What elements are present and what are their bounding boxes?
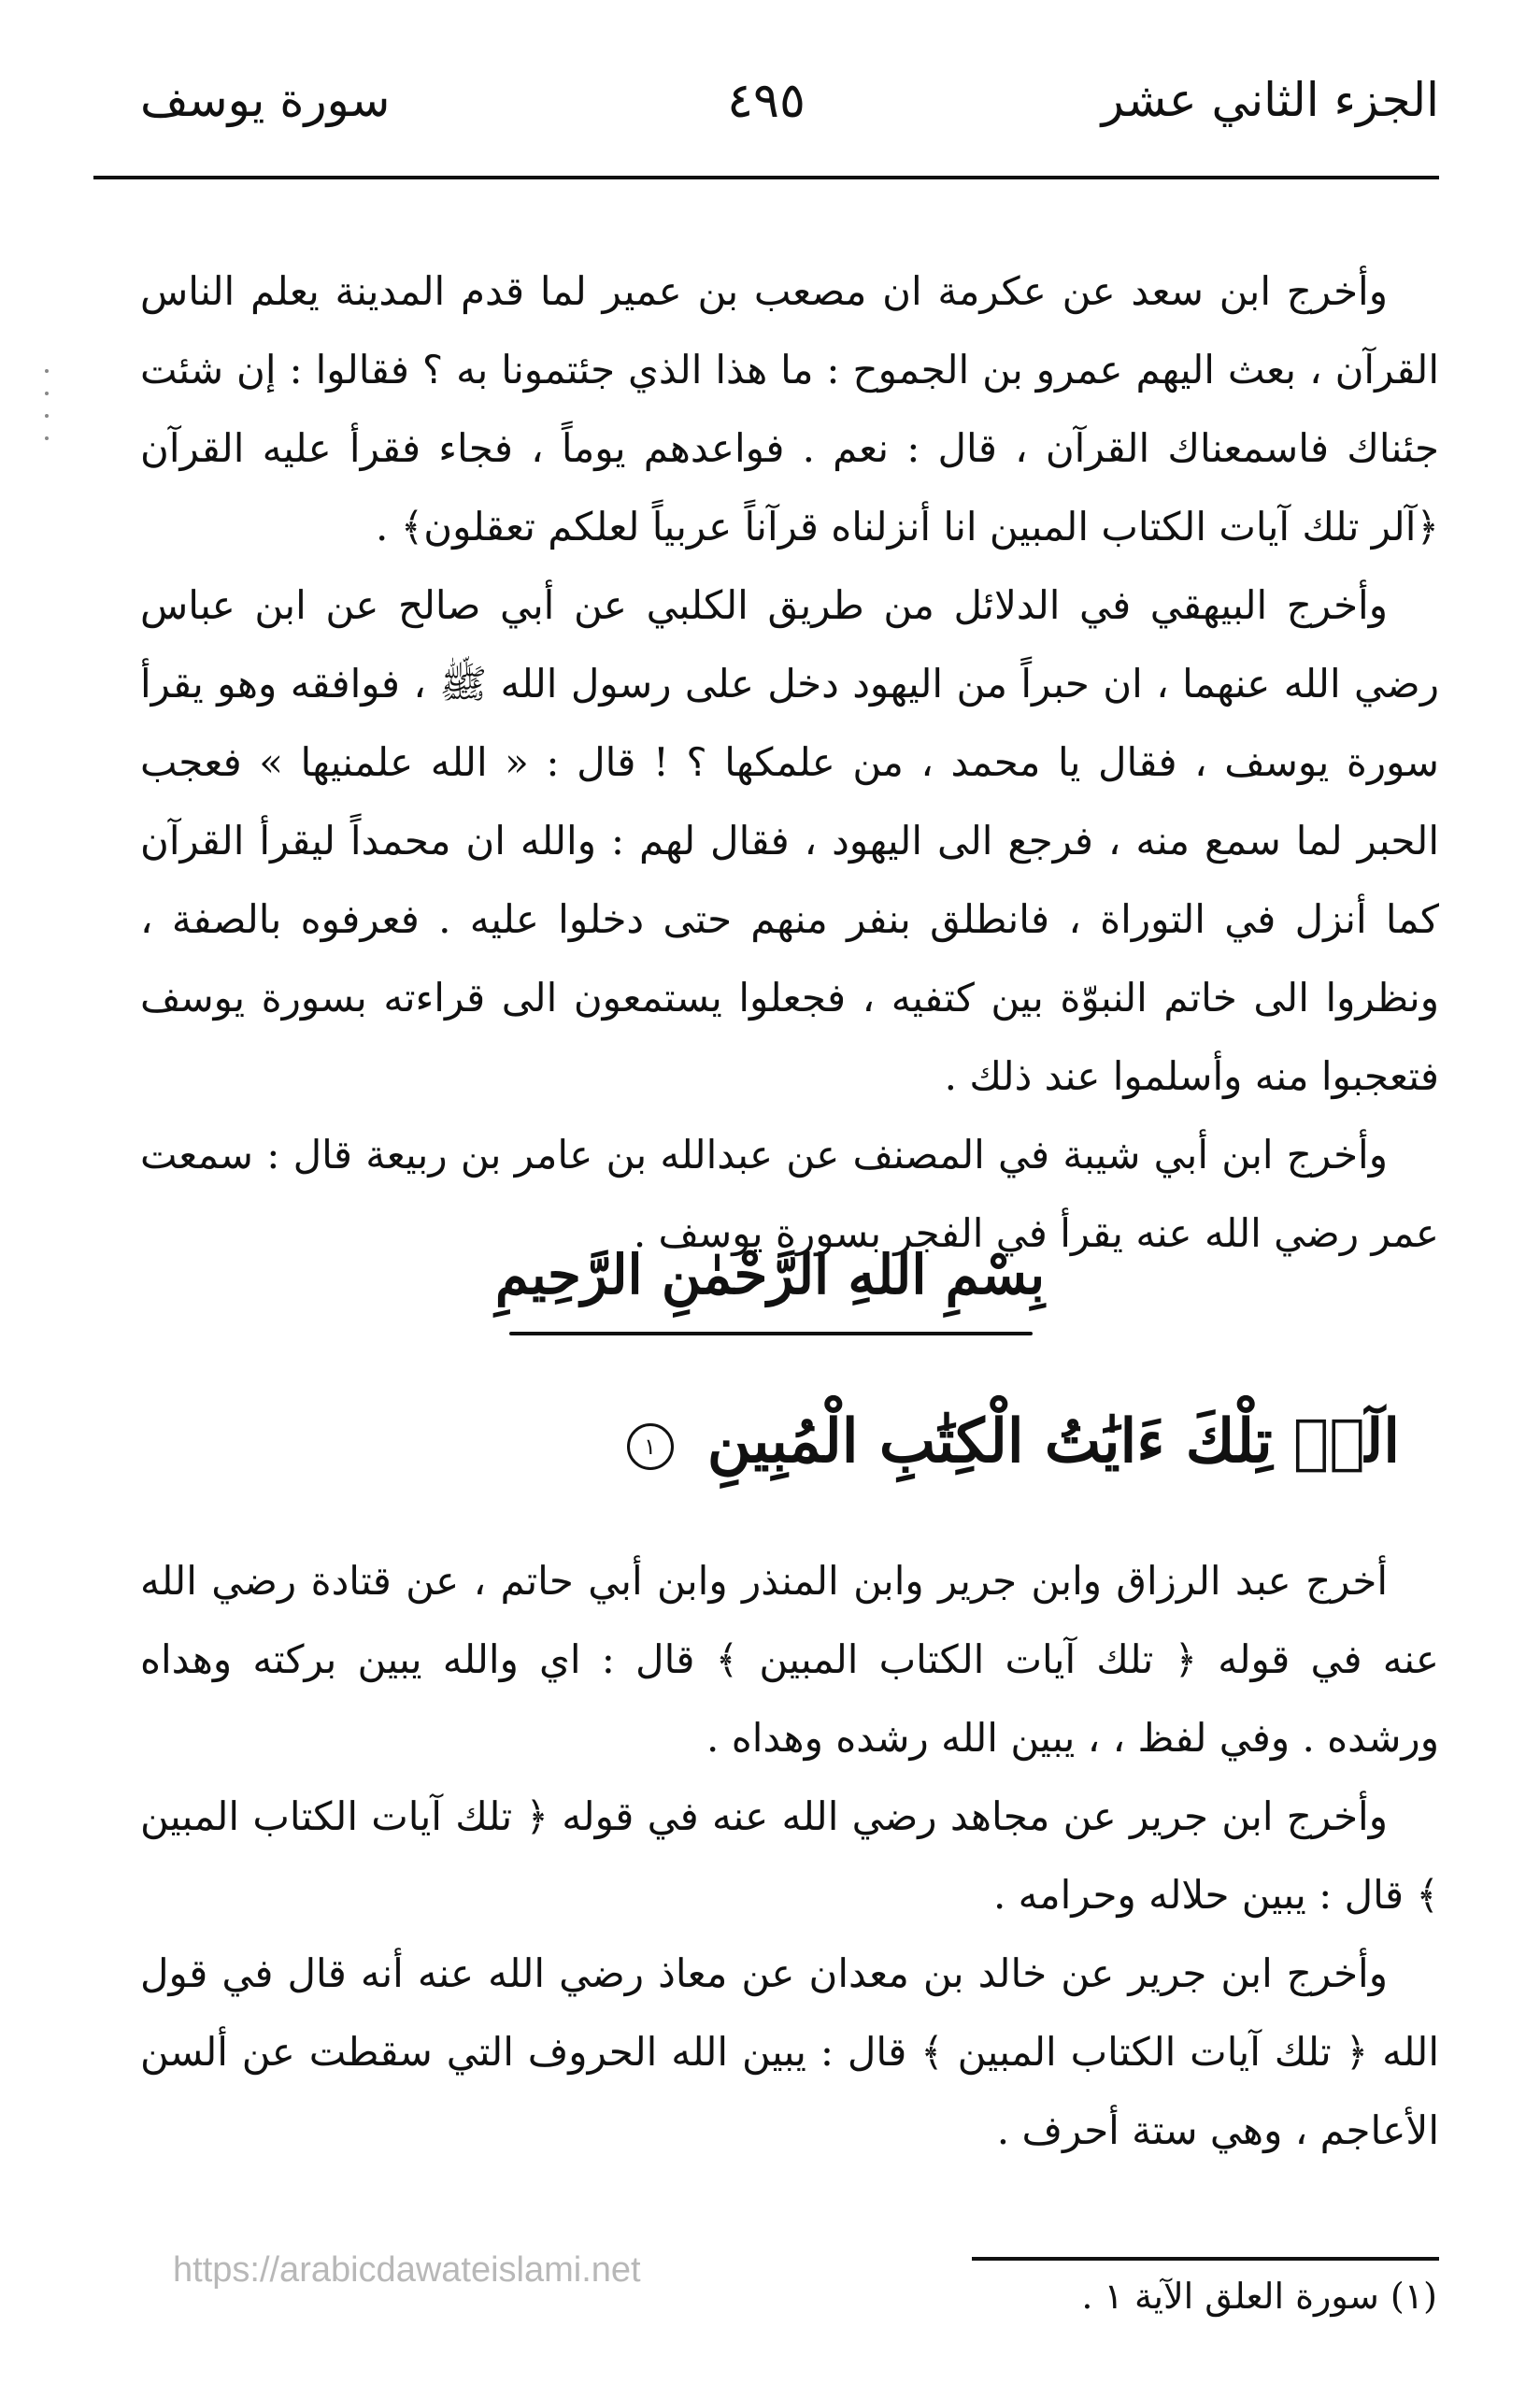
footnote: (١) سورة العلق الآية ١ . bbox=[1081, 2276, 1437, 2317]
margin-marks bbox=[45, 369, 50, 472]
surah-title: سورة يوسف bbox=[140, 73, 391, 127]
page-header bbox=[93, 73, 1439, 148]
verse-text: الٓرۚ تِلْكَ ءَايَٰتُ الْكِتَٰبِ الْمُبِينِ bbox=[706, 1406, 1400, 1477]
part-title: الجزء الثاني عشر bbox=[1101, 73, 1439, 127]
basmala: بِسْمِ اللهِ الرَّحْمٰنِ الرَّحِيمِ bbox=[494, 1243, 1046, 1306]
watermark-url: https://arabicdawateislami.net bbox=[173, 2250, 641, 2290]
paragraph: وأخرج ابن جرير عن مجاهد رضي الله عنه في قوله ﴿ تلك آيات الكتاب المبين ﴾ قال : يبين حلاله وحرامه . bbox=[140, 1793, 1439, 1918]
paragraph: وأخرج ابن سعد عن عكرمة ان مصعب بن عمير لما قدم المدينة يعلم الناس القرآن ، بعث اليهم عمرو بن الجموح : ما هذا الذي جئتمونا به ؟ فقالوا : إن شئت جئناك فاسمعناك القرآن ، قال : نعم . فواعدهم يوماً ، فجاء فقرأ عليه القرآن ﴿آلر تلك آيات الكتاب المبين انا أنزلناه قرآناً عربياً لعلكم تعقلون﴾ . bbox=[140, 268, 1439, 550]
paragraph: أخرج عبد الرزاق وابن جرير وابن المنذر وابن أبي حاتم ، عن قتادة رضي الله عنه في قوله ﴿ تلك آيات الكتاب المبين ﴾ قال : اي والله يبين بركته وهداه ورشده . وفي لفظ ، ، يبين الله رشده وهداه . bbox=[140, 1558, 1439, 1761]
section-a bbox=[140, 252, 1439, 1273]
header-rule bbox=[93, 176, 1439, 179]
paragraph: وأخرج البيهقي في الدلائل من طريق الكلبي عن أبي صالح عن ابن عباس رضي الله عنهما ، ان حبراً من اليهود دخل على رسول الله ﷺ ، فوافقه وهو يقرأ سورة يوسف ، فقال يا محمد ، من علمكها ؟ ! قال : « الله علمنيها » فعجب الحبر لما سمع منه ، فرجع الى اليهود ، فقال لهم : والله ان محمداً ليقرأ القرآن كما أنزل في التوراة ، فانطلق بنفر منهم حتى دخلوا عليه . فعرفوه بالصفة ، ونظروا الى خاتم النبوّة بين كتفيه ، فجعلوا يستمعون الى قراءته بسورة يوسف فتعجبوا منه وأسلموا عند ذلك . bbox=[140, 582, 1439, 1099]
paragraph: وأخرج ابن أبي شيبة في المصنف عن عبدالله بن عامر بن ربيعة قال : سمعت عمر رضي الله عنه يقرأ في الفجر بسورة يوسف . bbox=[140, 1132, 1439, 1256]
page-number: ٤٩٥ bbox=[727, 73, 806, 129]
ayah-number-marker: ١ bbox=[627, 1423, 674, 1470]
paragraph: وأخرج ابن جرير عن خالد بن معدان عن معاذ رضي الله عنه أنه قال في قول الله ﴿ تلك آيات الكتاب المبين ﴾ قال : يبين الله الحروف التي سقطت عن ألسن الأعاجم ، وهي ستة أحرف . bbox=[140, 1950, 1439, 2153]
footnote-rule bbox=[972, 2257, 1439, 2261]
verse-heading bbox=[627, 1406, 1400, 1477]
basmala-flourish bbox=[509, 1332, 1033, 1335]
section-b bbox=[140, 1542, 1439, 2170]
